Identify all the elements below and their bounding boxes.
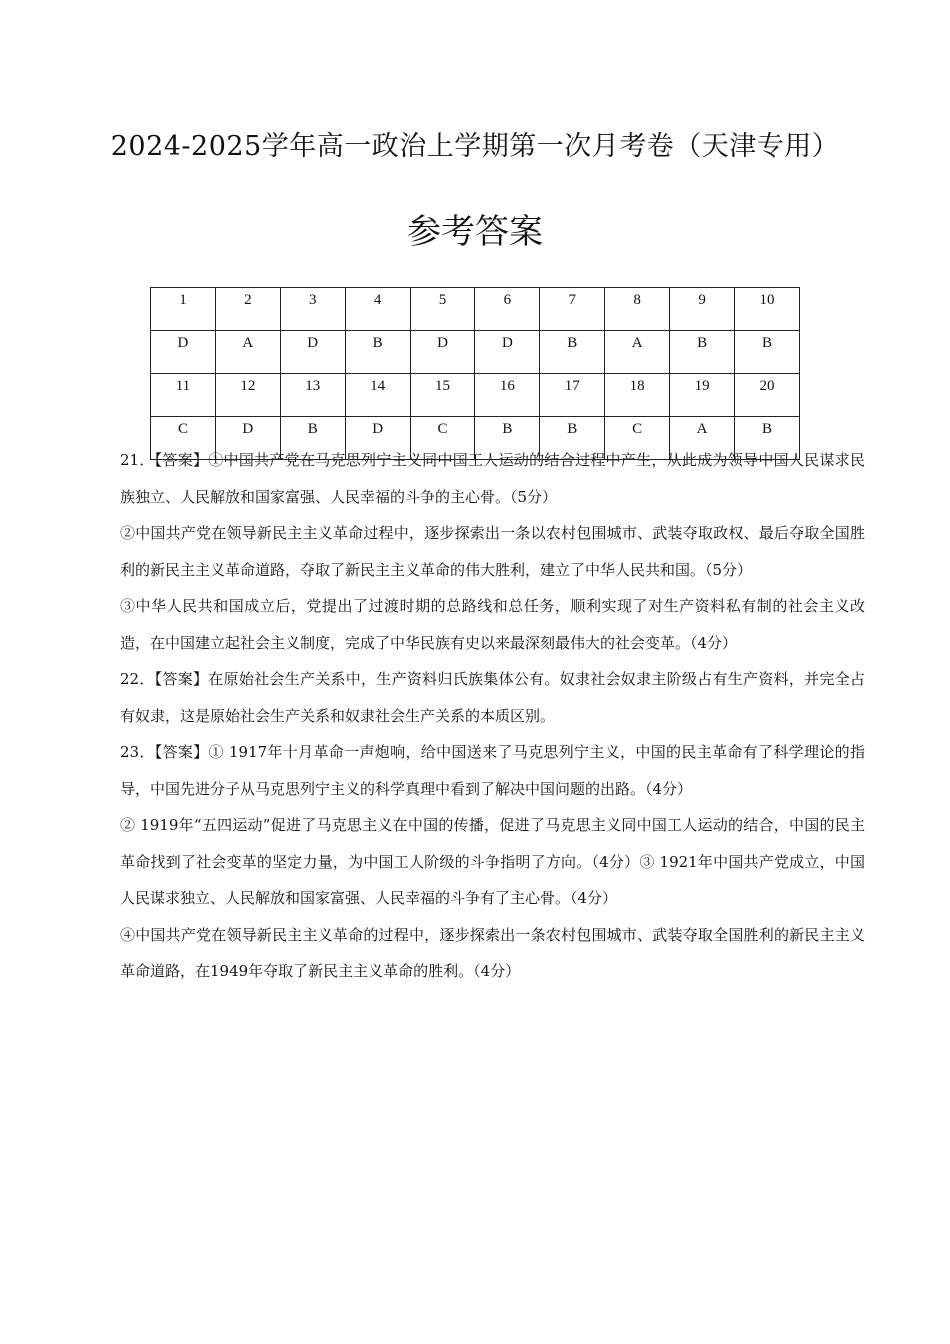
answer-choice-cell: B bbox=[280, 417, 345, 460]
answer-choice-cell: D bbox=[280, 331, 345, 374]
table-row-answers bbox=[151, 331, 800, 374]
answer-21-part-2: ②中国共产党在领导新民主主义革命过程中，逐步探索出一条以农村包围城市、武装夺取政权、最后夺取全国胜利的新民主主义革命道路，夺取了新民主主义革命的伟大胜利，建立了中华人民共和国。（5分） bbox=[120, 524, 865, 579]
answer-21-part-3: ③中华人民共和国成立后，党提出了过渡时期的总路线和总任务，顺利实现了对生产资料私有制的社会主义改造，在中国建立起社会主义制度，完成了中华民族有史以来最深刻最伟大的社会变革。（4分） bbox=[120, 597, 865, 652]
question-number-cell: 16 bbox=[475, 374, 540, 417]
answer-choice-cell: D bbox=[151, 331, 216, 374]
question-number-cell: 4 bbox=[345, 288, 410, 331]
question-number-cell: 6 bbox=[475, 288, 540, 331]
question-number-cell: 15 bbox=[410, 374, 475, 417]
question-number-cell: 18 bbox=[605, 374, 670, 417]
answer-choice-cell: D bbox=[475, 331, 540, 374]
question-number-cell: 9 bbox=[670, 288, 735, 331]
answer-choice-cell: B bbox=[345, 331, 410, 374]
answer-choice-cell: B bbox=[540, 331, 605, 374]
answer-choice-cell: C bbox=[151, 417, 216, 460]
question-number-cell: 17 bbox=[540, 374, 605, 417]
answer-choice-cell: B bbox=[735, 417, 800, 460]
question-number-cell: 11 bbox=[151, 374, 216, 417]
answer-choice-cell: C bbox=[605, 417, 670, 460]
question-number-cell: 20 bbox=[735, 374, 800, 417]
answer-choice-cell: B bbox=[540, 417, 605, 460]
question-number-cell: 1 bbox=[151, 288, 216, 331]
answer-choice-cell: B bbox=[475, 417, 540, 460]
answer-choice-cell: D bbox=[410, 331, 475, 374]
table-row-question-numbers bbox=[151, 288, 800, 331]
question-number-cell: 7 bbox=[540, 288, 605, 331]
question-number-cell: 2 bbox=[215, 288, 280, 331]
answer-23-part-3: ④中国共产党在领导新民主主义革命的过程中，逐步探索出一条农村包围城市、武装夺取全国胜利的新民主主义革命道路，在1949年夺取了新民主主义革命的胜利。（4分） bbox=[120, 925, 865, 980]
answer-21-part-1: 21．【答案】①中国共产党在马克思列宁主义同中国工人运动的结合过程中产生，从此成为领导中国人民谋求民族独立、人民解放和国家富强、人民幸福的斗争的主心骨。（5分） bbox=[120, 451, 865, 506]
answer-choice-cell: B bbox=[735, 331, 800, 374]
answer-table bbox=[150, 287, 800, 460]
document-title: 2024-2025学年高一政治上学期第一次月考卷（天津专用） bbox=[110, 131, 840, 162]
answer-23-part-2: ② 1919年“五四运动”促进了马克思主义在中国的传播，促进了马克思主义同中国工人运动的结合，中国的民主革命找到了社会变革的坚定力量，为中国工人阶级的斗争指明了方向。（4分）③ 1921年中国共产党成立，中国人民谋求独立、人民解放和国家富强、人民幸福的斗争有了主心骨。（4分） bbox=[120, 816, 865, 907]
answer-choice-cell: A bbox=[670, 417, 735, 460]
question-number-cell: 19 bbox=[670, 374, 735, 417]
table-row-question-numbers bbox=[151, 374, 800, 417]
answer-choice-cell: A bbox=[605, 331, 670, 374]
answer-key-heading: 参考答案 bbox=[407, 212, 543, 252]
question-number-cell: 13 bbox=[280, 374, 345, 417]
question-number-cell: 14 bbox=[345, 374, 410, 417]
question-number-cell: 5 bbox=[410, 288, 475, 331]
answer-choice-cell: B bbox=[670, 331, 735, 374]
answers-section bbox=[120, 442, 865, 990]
question-number-cell: 10 bbox=[735, 288, 800, 331]
answer-choice-cell: C bbox=[410, 417, 475, 460]
answer-23-part-1: 23．【答案】① 1917年十月革命一声炮响，给中国送来了马克思列宁主义，中国的民主革命有了科学理论的指导，中国先进分子从马克思列宁主义的科学真理中看到了解决中国问题的出路。（4分） bbox=[120, 743, 865, 798]
question-number-cell: 3 bbox=[280, 288, 345, 331]
answer-choice-cell: A bbox=[215, 331, 280, 374]
answer-choice-cell: D bbox=[215, 417, 280, 460]
answer-22: 22．【答案】在原始社会生产关系中，生产资料归氏族集体公有。奴隶社会奴隶主阶级占有生产资料，并完全占有奴隶，这是原始社会生产关系和奴隶社会生产关系的本质区别。 bbox=[120, 670, 865, 725]
question-number-cell: 8 bbox=[605, 288, 670, 331]
answer-choice-cell: D bbox=[345, 417, 410, 460]
question-number-cell: 12 bbox=[215, 374, 280, 417]
